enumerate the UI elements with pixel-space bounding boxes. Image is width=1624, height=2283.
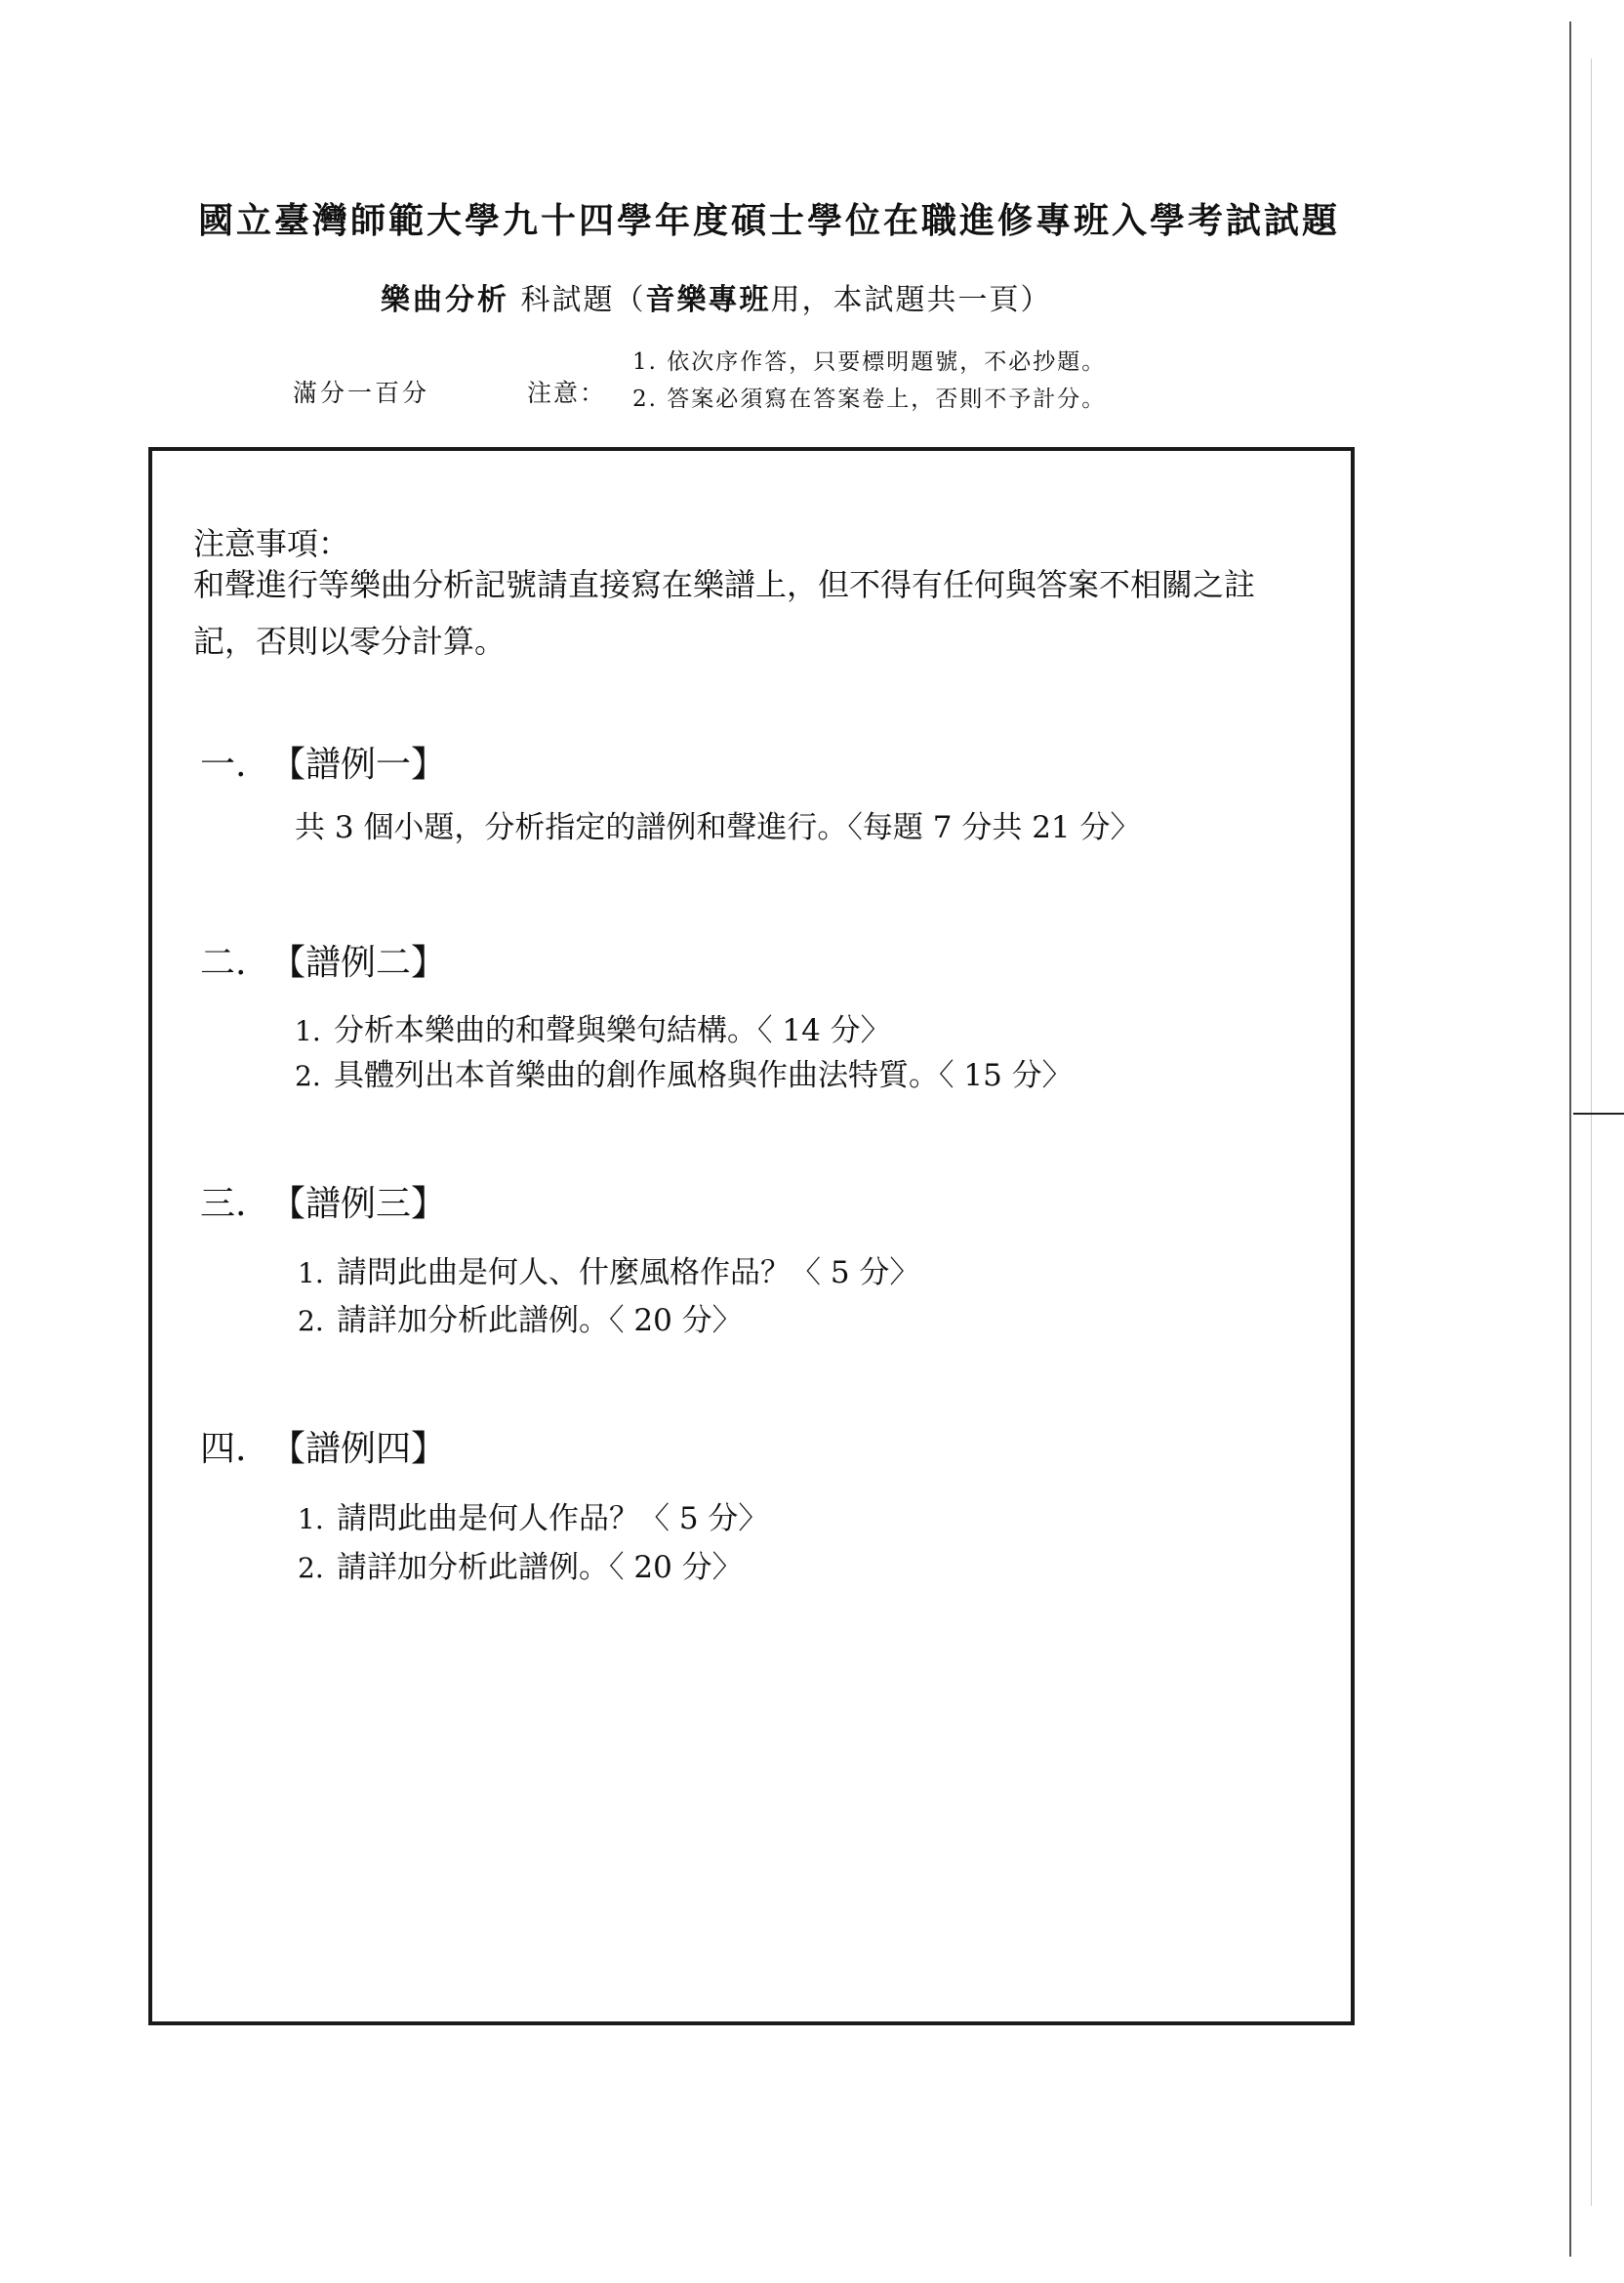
item-text: 請詳加分析此譜例。〈 20 分〉 bbox=[337, 1303, 743, 1338]
item-text: 具體列出本首樂曲的創作風格與作曲法特質。〈 15 分〉 bbox=[334, 1058, 1073, 1093]
section-number: 一. bbox=[200, 745, 247, 785]
item-index: 1. bbox=[298, 1503, 324, 1535]
notice-item: 2. 答案必須寫在答案卷上，否則不予計分。 bbox=[632, 387, 1107, 412]
section-1-heading bbox=[200, 737, 446, 787]
section-4-item-2 bbox=[298, 1542, 743, 1586]
item-index: 1. bbox=[295, 1015, 321, 1047]
notice-item: 1. 依次序作答，只要標明題號，不必抄題。 bbox=[632, 349, 1107, 375]
item-text: 請詳加分析此譜例。〈 20 分〉 bbox=[337, 1550, 743, 1585]
section-2-item-2 bbox=[295, 1050, 1073, 1094]
item-index: 2. bbox=[298, 1552, 324, 1584]
item-text: 分析本樂曲的和聲與樂句結構。〈 14 分〉 bbox=[334, 1013, 891, 1048]
section-title: 【譜例二】 bbox=[270, 943, 447, 983]
exam-title: 國立臺灣師範大學九十四學年度碩士學位在職進修專班入學考試試題 bbox=[197, 200, 1340, 241]
subtitle-mid: 科試題（ bbox=[520, 283, 646, 317]
item-text: 請問此曲是何人、什麼風格作品？〈 5 分〉 bbox=[337, 1255, 920, 1290]
item-index: 1. bbox=[298, 1257, 324, 1289]
scan-edge-line bbox=[1569, 21, 1571, 2257]
item-text: 共 3 個小題，分析指定的譜例和聲進行。〈每題 7 分共 21 分〉 bbox=[295, 810, 1141, 845]
section-1-item bbox=[295, 802, 1141, 846]
section-3-item-2 bbox=[298, 1295, 743, 1339]
section-3-item-1 bbox=[298, 1247, 919, 1291]
section-title: 【譜例一】 bbox=[270, 745, 447, 785]
instructions-heading: 注意事項： bbox=[193, 525, 350, 562]
instructions-body: 和聲進行等樂曲分析記號請直接寫在樂譜上，但不得有任何與答案不相關之註記，否則以零分計算。 bbox=[193, 566, 1256, 660]
notice-list bbox=[632, 344, 1106, 418]
section-number: 四. bbox=[200, 1429, 247, 1469]
exam-subtitle bbox=[381, 275, 1052, 318]
subtitle-program: 音樂專班 bbox=[645, 283, 771, 317]
section-2-heading bbox=[200, 935, 446, 985]
subject-name: 樂曲分析 bbox=[381, 283, 509, 317]
notice-label: 注意： bbox=[527, 379, 607, 407]
section-title: 【譜例四】 bbox=[270, 1429, 447, 1469]
section-number: 三. bbox=[200, 1184, 247, 1224]
section-title: 【譜例三】 bbox=[270, 1184, 447, 1224]
section-number: 二. bbox=[200, 943, 247, 983]
item-text: 請問此曲是何人作品？〈 5 分〉 bbox=[337, 1501, 769, 1536]
full-score: 滿分一百分 bbox=[293, 379, 430, 407]
section-4-heading bbox=[200, 1421, 446, 1471]
item-index: 2. bbox=[295, 1060, 321, 1092]
section-3-heading bbox=[200, 1176, 446, 1226]
section-4-item-1 bbox=[298, 1493, 768, 1537]
item-index: 2. bbox=[298, 1305, 324, 1337]
scan-faint-line bbox=[1591, 59, 1592, 2206]
scan-edge-tick bbox=[1573, 1113, 1624, 1115]
question-frame bbox=[148, 447, 1355, 2025]
section-2-item-1 bbox=[295, 1005, 891, 1049]
subtitle-rest: 用，本試題共一頁） bbox=[770, 283, 1052, 317]
